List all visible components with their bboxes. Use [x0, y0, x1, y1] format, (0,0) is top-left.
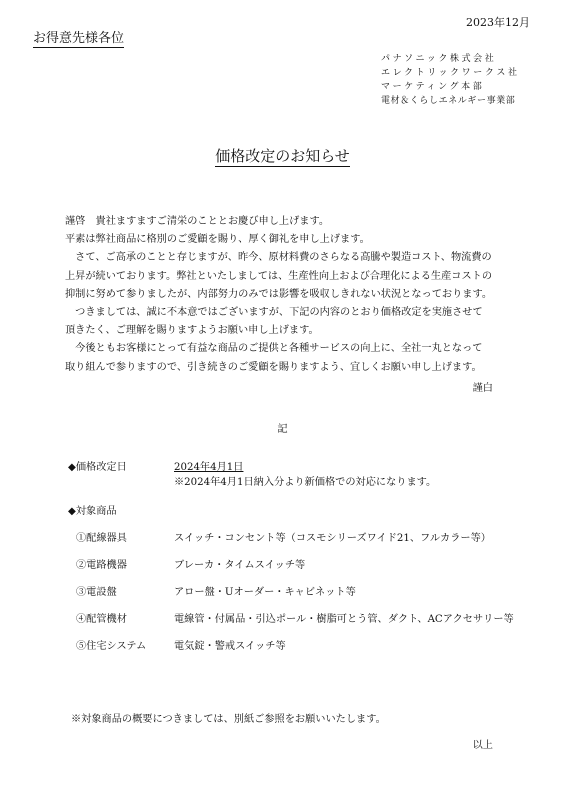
issuer-division: エレクトリックワークス社: [381, 68, 520, 78]
notes-heading: 記: [277, 424, 288, 435]
target-products-label: ◆対象商品: [68, 506, 117, 517]
issuer-block: [381, 52, 520, 108]
document-title: [0, 145, 565, 166]
issuer-department: マーケティング本部: [381, 82, 485, 92]
revision-date-value: 2024年4月1日: [174, 462, 244, 473]
footnote: ※対象商品の概要につきましては、別紙ご参照をお願いいたします。: [71, 714, 386, 725]
body-line: 取り組んで参りますので、引き続きのご愛顧を賜りますよう、宜しくお願い申し上げます。: [65, 361, 482, 373]
body-line: 今後ともお客様にとって有益な商品のご提供と各種サービスの向上に、全社一丸となって: [65, 343, 483, 355]
category-value: 電線管・付属品・引込ポール・樹脂可とう管、ダクト、ACアクセサリー等: [174, 614, 514, 625]
body-line: 上昇が続いております。弊社といたしましては、生産性向上および合理化による生産コストの: [65, 270, 493, 282]
letter-body: [65, 213, 505, 377]
document-title-text: 価格改定のお知らせ: [215, 147, 350, 165]
revision-date-note: ※2024年4月1日納入分より新価格での対応になります。: [174, 477, 437, 488]
issuer-business-unit: 電材＆くらしエネルギー事業部: [381, 96, 516, 106]
category-value: ブレーカ・タイムスイッチ等: [174, 560, 306, 571]
category-label: ⑤住宅システム: [76, 641, 147, 652]
revision-date-label: ◆価格改定日: [68, 462, 127, 473]
body-line: 頂きたく、ご理解を賜りますようお願い申し上げます。: [65, 325, 319, 337]
category-label: ③電設盤: [76, 587, 117, 598]
body-line: 謹啓 貴社ますますご清栄のこととお慶び申し上げます。: [65, 216, 330, 227]
category-label: ②電路機器: [76, 560, 127, 571]
closing-salutation: 謹白: [472, 383, 493, 394]
category-value: スイッチ・コンセント等（コスモシリーズワイド21、フルカラー等）: [174, 533, 491, 544]
end-mark: 以上: [472, 740, 493, 751]
category-value: アロー盤・Uオーダー・キャビネット等: [174, 587, 356, 598]
body-line: 平素は弊社商品に格別のご愛顧を賜り、厚く御礼を申し上げます。: [65, 234, 370, 246]
body-line: つきましては、誠に不本意ではございますが、下記の内容のとおり価格改定を実施させて: [65, 307, 483, 319]
category-value: 電気錠・警戒スイッチ等: [174, 641, 286, 652]
body-line: さて、ご高承のことと存じますが、昨今、原材料費のさらなる高騰や製造コスト、物流費の: [65, 252, 492, 264]
issuer-company: パナソニック株式会社: [381, 54, 497, 64]
addressee: お得意先様各位: [33, 27, 124, 48]
category-label: ④配管機材: [76, 614, 127, 625]
document-date: 2023年12月: [466, 16, 530, 29]
body-line: 抑制に努めて参りましたが、内部努力のみでは影響を吸収しきれない状況となっております。: [65, 288, 493, 300]
category-label: ①配線器具: [76, 533, 127, 544]
